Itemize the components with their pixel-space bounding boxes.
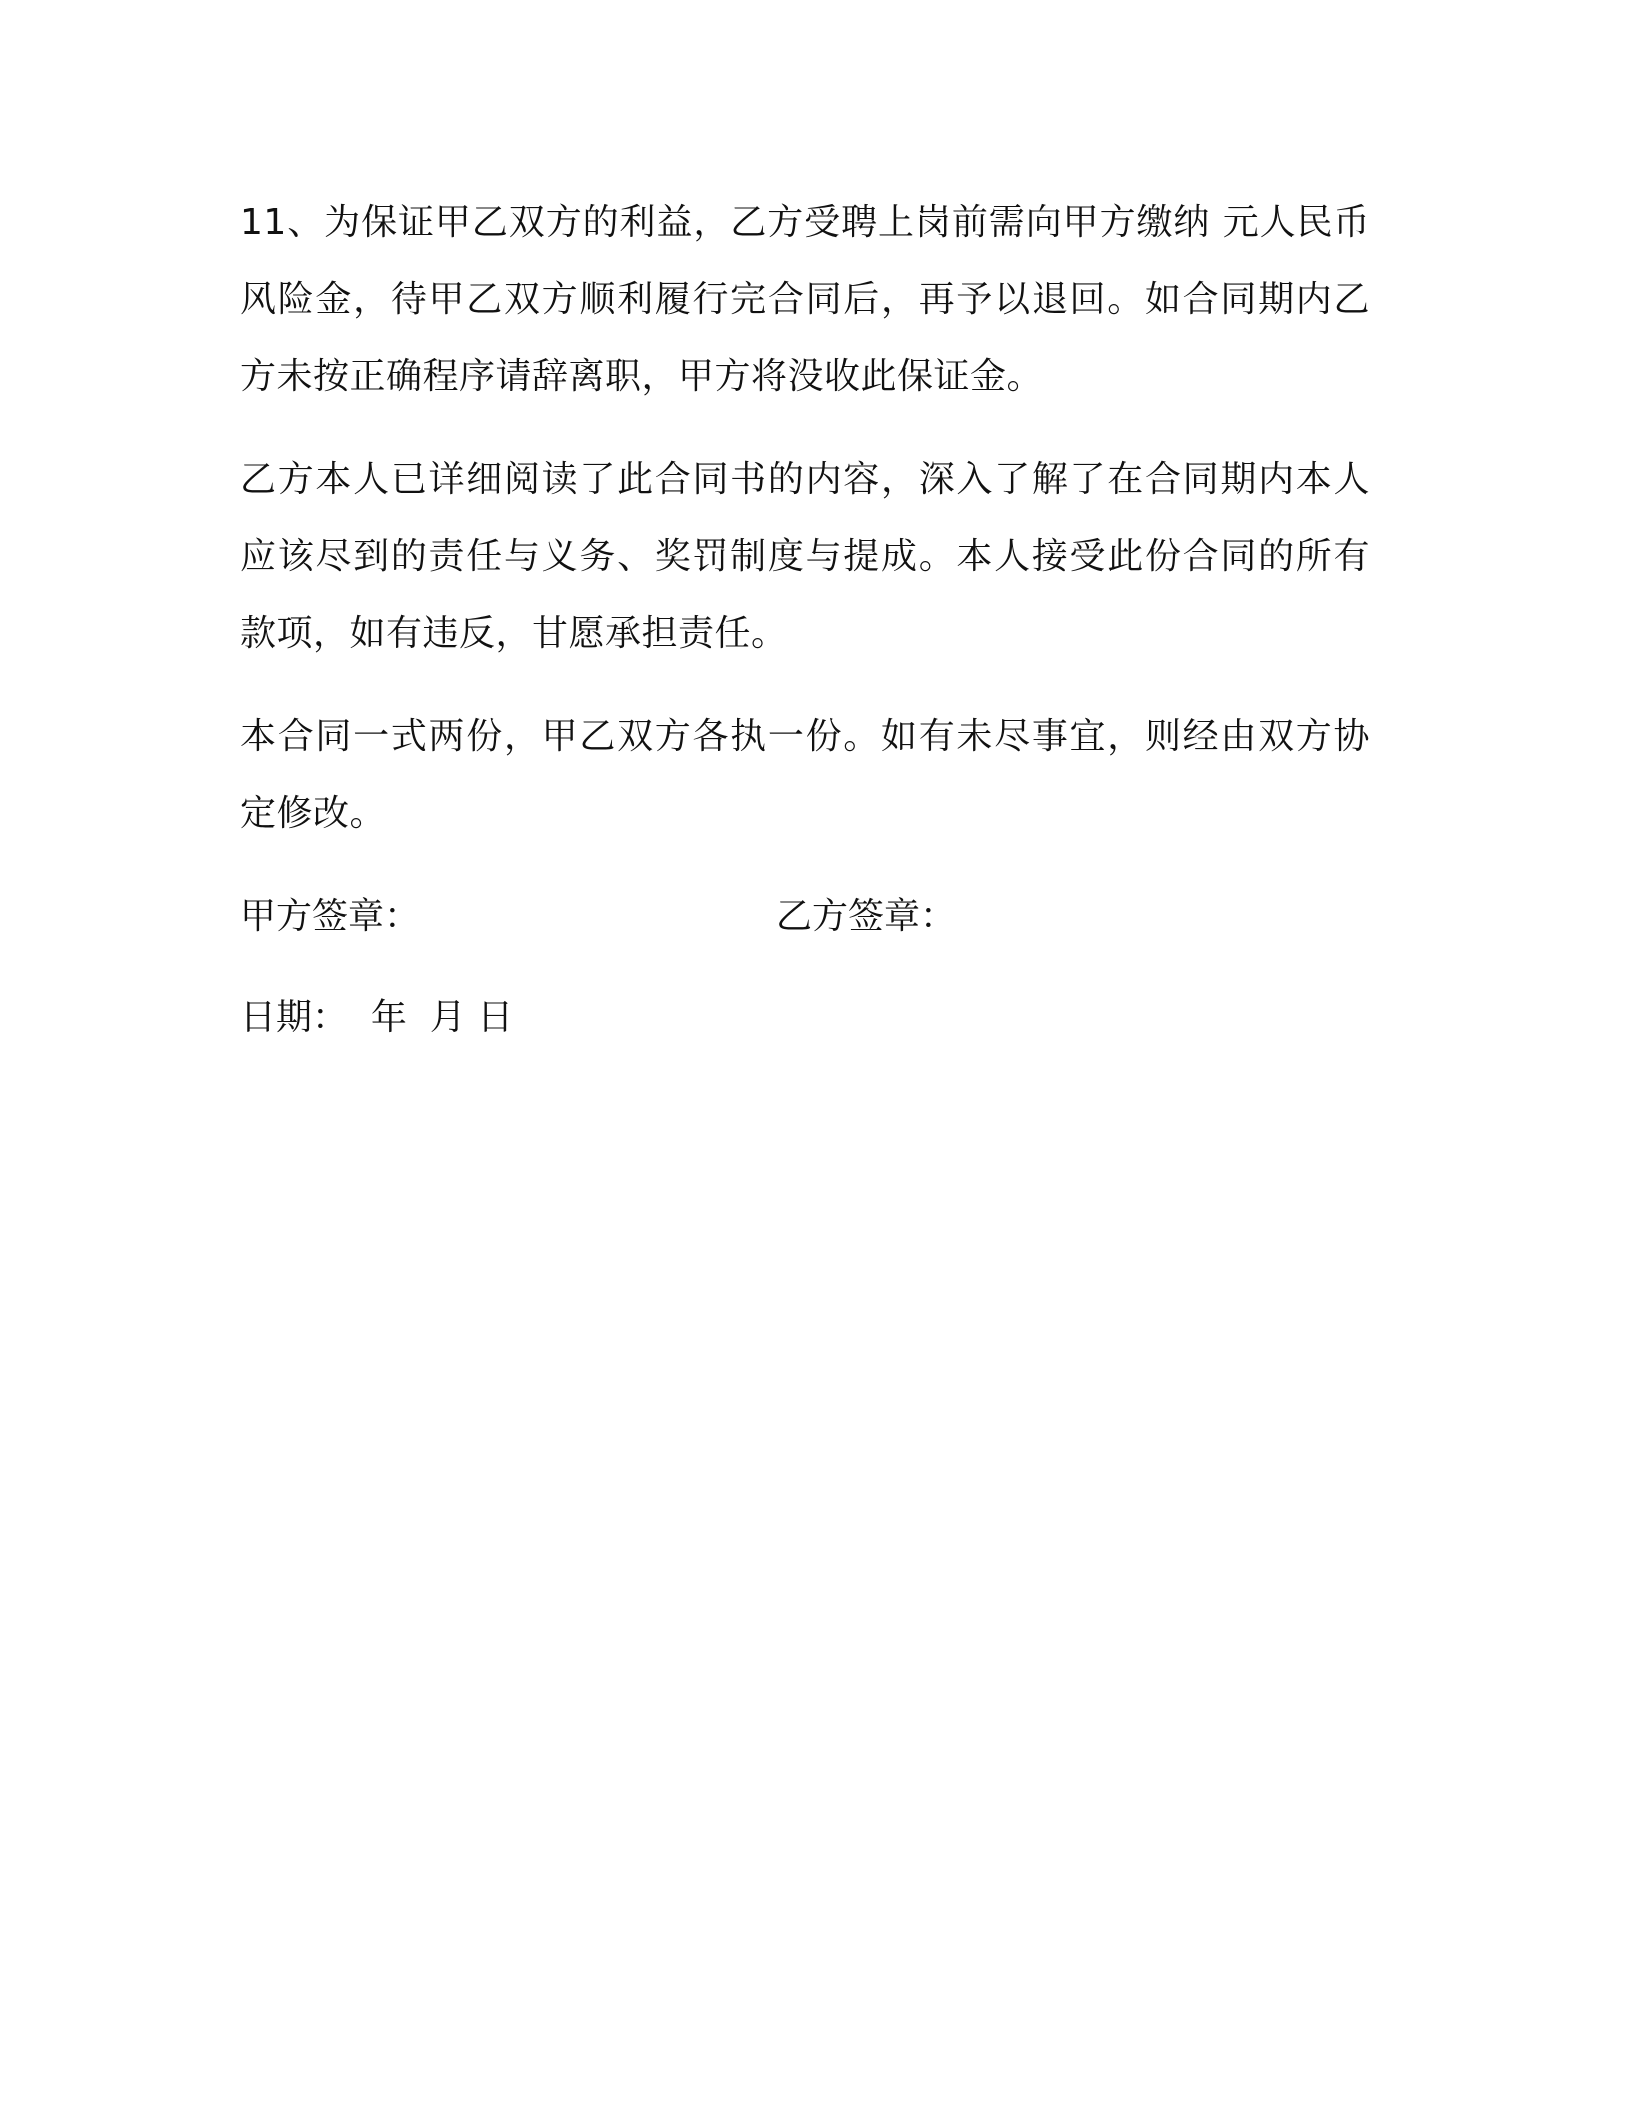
- signature-row: [240, 878, 1370, 955]
- date-line: 日期： 年 月 日: [240, 997, 514, 1038]
- document-body: [240, 184, 1370, 1056]
- party-b-signature-label: 乙方签章：: [776, 896, 957, 937]
- party-a-signature-label: 甲方签章：: [240, 896, 421, 937]
- clause-11-paragraph: 11、为保证甲乙双方的利益，乙方受聘上岗前需向甲方缴纳 元人民币风险金，待甲乙双方顺利履行完合同后，再予以退回。如合同期内乙方未按正确程序请辞离职，甲方将没收此保证金。: [240, 202, 1370, 397]
- acknowledgement-paragraph: 乙方本人已详细阅读了此合同书的内容，深入了解了在合同期内本人应该尽到的责任与义务、奖罚制度与提成。本人接受此份合同的所有款项，如有违反，甘愿承担责任。: [240, 459, 1370, 654]
- copies-paragraph: 本合同一式两份，甲乙双方各执一份。如有未尽事宜，则经由双方协定修改。: [240, 716, 1370, 834]
